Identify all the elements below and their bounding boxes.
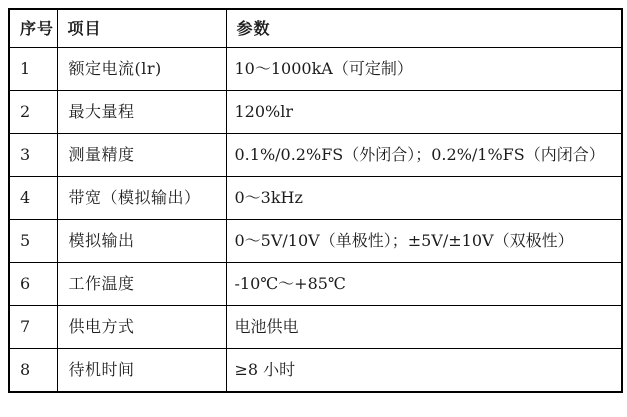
item-cell: 测量精度: [57, 134, 226, 177]
table-header-row: [9, 9, 622, 48]
item-cell: 最大量程: [57, 91, 226, 134]
table-row: [9, 263, 622, 306]
row-number-cell: 3: [9, 134, 57, 177]
param-cell: 0～3kHz: [226, 177, 622, 220]
item-cell: 额定电流(lr): [57, 48, 226, 91]
table-row: [9, 349, 622, 393]
table-row: [9, 220, 622, 263]
item-cell: 模拟输出: [57, 220, 226, 263]
spec-table: [8, 8, 623, 393]
row-number-cell: 6: [9, 263, 57, 306]
row-number-cell: 1: [9, 48, 57, 91]
table-row: [9, 177, 622, 220]
item-cell: 待机时间: [57, 349, 226, 393]
item-cell: 工作温度: [57, 263, 226, 306]
table-row: [9, 91, 622, 134]
header-item: 项目: [57, 9, 226, 48]
param-cell: 0.1%/0.2%FS（外闭合）；0.2%/1%FS（内闭合）: [226, 134, 622, 177]
row-number-cell: 7: [9, 306, 57, 349]
table-row: [9, 48, 622, 91]
param-cell: ≥8 小时: [226, 349, 622, 393]
row-number-cell: 2: [9, 91, 57, 134]
table-row: [9, 306, 622, 349]
param-cell: -10℃～+85℃: [226, 263, 622, 306]
item-cell: 带宽（模拟输出）: [57, 177, 226, 220]
item-cell: 供电方式: [57, 306, 226, 349]
header-no: 序号: [9, 9, 57, 48]
param-cell: 电池供电: [226, 306, 622, 349]
row-number-cell: 5: [9, 220, 57, 263]
param-cell: 120%lr: [226, 91, 622, 134]
param-cell: 10～1000kA（可定制）: [226, 48, 622, 91]
row-number-cell: 4: [9, 177, 57, 220]
param-cell: 0～5V/10V（单极性）；±5V/±10V（双极性）: [226, 220, 622, 263]
header-param: 参数: [226, 9, 622, 48]
row-number-cell: 8: [9, 349, 57, 393]
table-row: [9, 134, 622, 177]
